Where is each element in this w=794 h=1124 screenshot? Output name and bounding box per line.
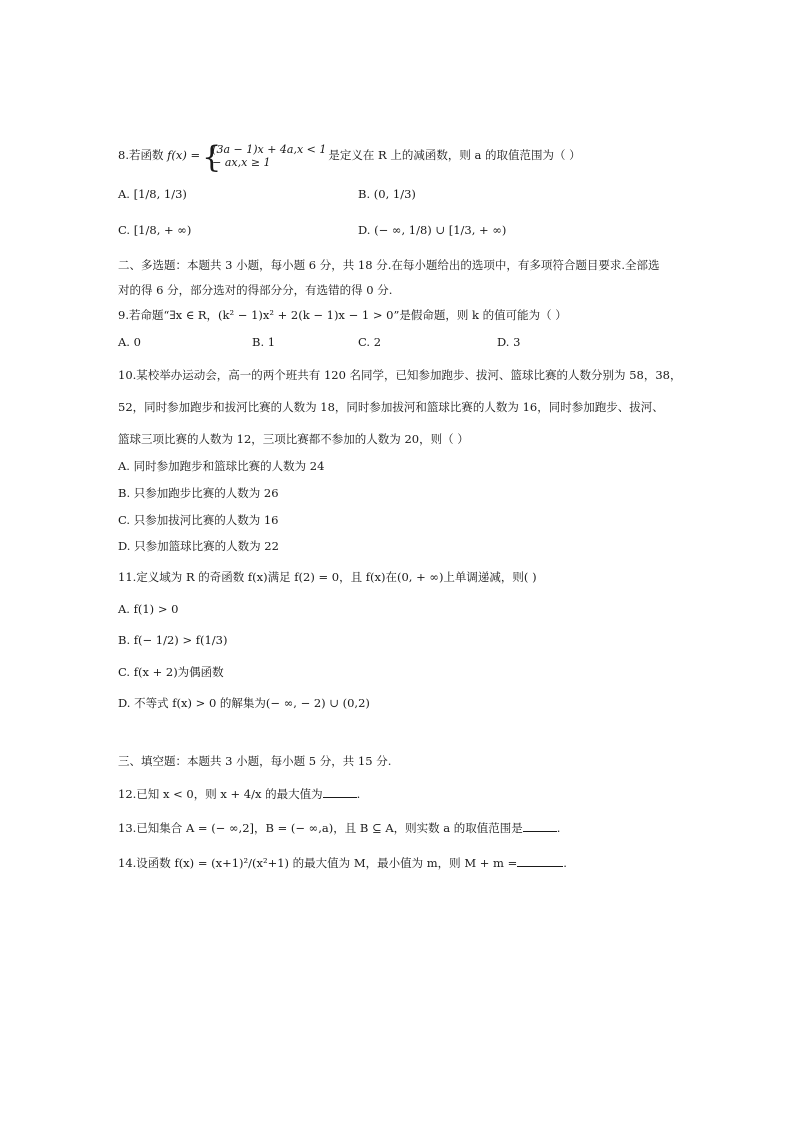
q10-option-a: A. 同时参加跑步和篮球比赛的人数为 24: [118, 459, 325, 473]
question-12-stem: 12.已知 x < 0，则 x + 4/x 的最大值为 .: [118, 787, 361, 801]
q11-option-a: A. f(1) > 0: [118, 602, 179, 616]
question-8-stem: [118, 140, 581, 175]
q8-suffix: 是定义在 R 上的减函数，则 a 的取值范围为（ ）: [328, 148, 581, 162]
q8-option-d: D. (− ∞, 1/8) ∪ [1/3, + ∞): [358, 223, 507, 237]
q9-option-d: D. 3: [497, 335, 521, 349]
q10-option-c: C. 只参加拔河比赛的人数为 16: [118, 513, 279, 527]
q11-option-b: B. f(− 1/2) > f(1/3): [118, 633, 228, 647]
question-9-stem: 9.若命题“∃x ∈ R，(k² − 1)x² + 2(k − 1)x − 1 > 0”是假命题，则 k 的值可能为（ ）: [118, 308, 567, 322]
question-10-line-3: 篮球三项比赛的人数为 12，三项比赛都不参加的人数为 20，则（ ）: [118, 432, 469, 446]
q10-option-b: B. 只参加跑步比赛的人数为 26: [118, 486, 279, 500]
section-2-heading-cont: 对的得 6 分，部分选对的得部分分，有选错的得 0 分.: [118, 283, 393, 297]
q12-text: 12.已知 x < 0，则 x + 4/x 的最大值为: [118, 787, 323, 801]
question-14-stem: 14.设函数 f(x) = (x+1)²/(x²+1) 的最大值为 M，最小值为 m，则 M + m = .: [118, 856, 567, 870]
question-10-line-1: 10.某校举办运动会，高一的两个班共有 120 名同学，已知参加跑步、拔河、篮球比赛的人数分别为 58，38，: [118, 368, 682, 382]
section-3-heading: 三、填空题：本题共 3 小题，每小题 5 分，共 15 分.: [118, 754, 392, 768]
question-13-stem: 13.已知集合 A = (− ∞,2]，B = (− ∞,a)，且 B ⊆ A，则实数 a 的取值范围是 .: [118, 821, 561, 835]
section-2-heading: 二、多选题：本题共 3 小题，每小题 6 分，共 18 分.在每小题给出的选项中，有多项符合题目要求.全部选: [118, 258, 660, 272]
q8-fx: f(x) =: [167, 148, 201, 162]
q9-option-a: A. 0: [118, 335, 141, 349]
q11-option-d: D. 不等式 f(x) > 0 的解集为(− ∞, − 2) ∪ (0,2): [118, 696, 370, 710]
q8-prefix: 8.若函数: [118, 148, 168, 162]
q8-piecewise: { (3a − 1)x + 4a,x < 1 − ax,x ≥ 1: [202, 140, 327, 175]
q13-answer-blank[interactable]: [523, 821, 557, 832]
q14-answer-blank[interactable]: [517, 856, 563, 867]
q9-option-c: C. 2: [358, 335, 382, 349]
q13-text: 13.已知集合 A = (− ∞,2]，B = (− ∞,a)，且 B ⊆ A，则实数 a 的取值范围是: [118, 821, 523, 835]
q10-option-d: D. 只参加篮球比赛的人数为 22: [118, 539, 279, 553]
q8-option-a: A. [1/8, 1/3): [118, 187, 187, 201]
q9-option-b: B. 1: [252, 335, 276, 349]
q11-option-c: C. f(x + 2)为偶函数: [118, 665, 224, 679]
q14-text: 14.设函数 f(x) = (x+1)²/(x²+1) 的最大值为 M，最小值为 m，则 M + m =: [118, 856, 518, 870]
q8-case-1: (3a − 1)x + 4a,x < 1: [212, 143, 327, 156]
question-10-line-2: 52，同时参加跑步和拔河比赛的人数为 18，同时参加拔河和篮球比赛的人数为 16，同时参加跑步、拔河、: [118, 400, 664, 414]
q8-option-c: C. [1/8, + ∞): [118, 223, 192, 237]
q12-answer-blank[interactable]: [323, 787, 357, 798]
q8-option-b: B. (0, 1/3): [358, 187, 416, 201]
question-11-stem: 11.定义域为 R 的奇函数 f(x)满足 f(2) = 0，且 f(x)在(0, + ∞)上单调递减，则( ): [118, 570, 537, 584]
q8-case-2: − ax,x ≥ 1: [212, 156, 271, 169]
